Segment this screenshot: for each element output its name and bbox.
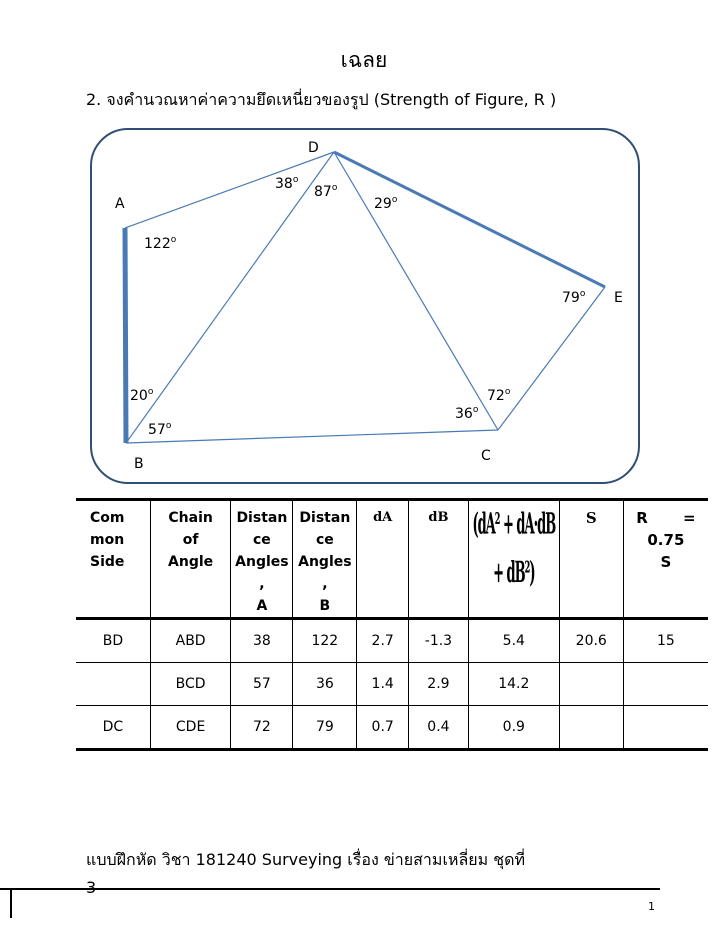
svg-text:20o: 20$^o$: [130, 387, 154, 404]
cell-dist-a: 38: [231, 619, 293, 663]
angle-label-29: 29: [374, 196, 392, 212]
angle-label-122: 122: [144, 236, 171, 252]
point-label-A: A: [115, 196, 125, 212]
cell-r: [623, 706, 708, 750]
svg-text:57o: 57$^o$: [148, 421, 172, 438]
cell-s: [559, 706, 623, 750]
cell-da: 0.7: [357, 706, 409, 750]
svg-text:122o: 122$^o$: [144, 235, 177, 252]
angle-label-72: 72: [487, 388, 505, 404]
header-formula: [468, 500, 559, 619]
line-AB-fixed-side: [125, 228, 126, 443]
header-distance-angles-a: Distan ce Angles , A: [231, 500, 293, 619]
table-row: [76, 663, 708, 706]
cell-chain: BCD: [150, 663, 231, 706]
cell-chain: ABD: [150, 619, 231, 663]
cell-formula: 14.2: [468, 663, 559, 706]
svg-text:87o: 87$^o$: [314, 183, 338, 200]
angle-label-87: 87: [314, 184, 332, 200]
cell-dist-a: 57: [231, 663, 293, 706]
angle-label-36: 36: [455, 406, 473, 422]
cell-db: 0.4: [408, 706, 468, 750]
footer-rule-tick: [0, 888, 12, 918]
cell-da: 2.7: [357, 619, 409, 663]
table-row: [76, 706, 708, 750]
svg-text:29o: 29$^o$: [374, 195, 398, 212]
point-label-D: D: [308, 140, 319, 156]
svg-text:79o: 79$^o$: [562, 289, 586, 306]
svg-text:72o: 72$^o$: [487, 387, 511, 404]
header-distance-angles-b: Distan ce Angles , B: [293, 500, 357, 619]
cell-dist-b: 122: [293, 619, 357, 663]
cell-common-side: DC: [76, 706, 150, 750]
line-DE: [334, 152, 605, 287]
cell-dist-b: 79: [293, 706, 357, 750]
page-title: เฉลย: [340, 48, 388, 72]
header-db: dB: [408, 500, 468, 619]
cell-dist-a: 72: [231, 706, 293, 750]
page-number: 1: [648, 900, 655, 913]
svg-text:38o: 38$^o$: [275, 175, 299, 192]
footer-text: [86, 846, 666, 902]
footer-line-2: 3: [86, 878, 97, 897]
point-label-B: B: [134, 456, 144, 472]
question-text: 2. จงคำนวณหาค่าความยึดเหนี่ยวของรูป (Strength of Figure, R ): [86, 90, 557, 109]
angle-label-79: 79: [562, 290, 580, 306]
angle-label-57: 57: [148, 422, 166, 438]
line-BC: [126, 430, 498, 443]
cell-db: 2.9: [408, 663, 468, 706]
header-s: S: [559, 500, 623, 619]
cell-r: [623, 663, 708, 706]
footer-line-1: แบบฝึกหัด วิชา 181240 Surveying เรื่อง ข่ายสามเหลี่ยม ชุดที่: [86, 850, 526, 869]
cell-da: 1.4: [357, 663, 409, 706]
angle-label-20: 20: [130, 388, 148, 404]
footer-rule: [0, 888, 660, 890]
formula-glyph: (dA² + dA·dB + dB²): [472, 509, 556, 591]
svg-text:36o: 36$^o$: [455, 405, 479, 422]
cell-common-side: [76, 663, 150, 706]
strength-of-figure-table: [76, 498, 708, 751]
header-da: dA: [357, 500, 409, 619]
cell-s: [559, 663, 623, 706]
cell-common-side: BD: [76, 619, 150, 663]
header-chain-of-angle: Chain of Angle: [150, 500, 231, 619]
cell-formula: 0.9: [468, 706, 559, 750]
cell-db: -1.3: [408, 619, 468, 663]
line-EC: [498, 287, 605, 430]
table-header-row: [76, 500, 708, 619]
header-common-side: Com mon Side: [76, 500, 150, 619]
cell-chain: CDE: [150, 706, 231, 750]
point-label-E: E: [614, 290, 623, 306]
header-r: R = 0.75 S: [623, 500, 708, 619]
cell-r: 15: [623, 619, 708, 663]
point-label-C: C: [481, 448, 491, 464]
cell-s: 20.6: [559, 619, 623, 663]
cell-dist-b: 36: [293, 663, 357, 706]
cell-formula: 5.4: [468, 619, 559, 663]
line-DB: [126, 152, 334, 443]
angle-label-38: 38: [275, 176, 293, 192]
line-AD: [125, 152, 334, 228]
table-row: [76, 619, 708, 663]
